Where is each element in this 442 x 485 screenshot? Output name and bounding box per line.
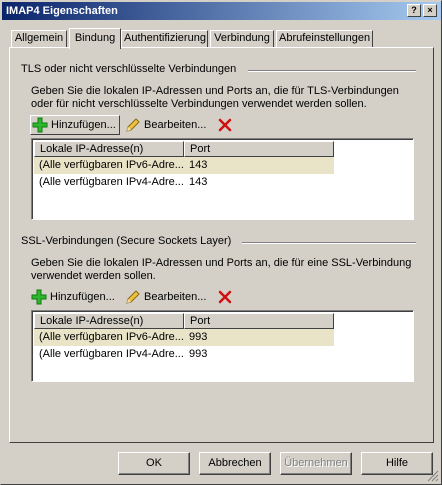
column-header-port[interactable]: Port [184,313,334,329]
tls-delete-button[interactable] [217,115,236,135]
ssl-edit-button[interactable] [125,287,206,307]
ip-cell: (Alle verfügbaren IPv6-Adre... [39,331,184,343]
tab-bindung[interactable]: Bindung [69,28,121,49]
ssl-add-button[interactable] [31,287,115,307]
tab-allgemein[interactable]: Allgemein [11,30,67,47]
ssl-group-divider [242,242,416,244]
port-cell: 143 [189,159,208,171]
tls-description: Geben Sie die lokalen IP-Adressen und Ports an, die für TLS-Verbindungen oder für nicht verschlüsselte Verbindungen verwendet werden sollen. [31,85,399,110]
table-row[interactable] [34,329,334,346]
delete-icon [217,117,233,133]
ssl-binding-list[interactable] [31,310,414,382]
ip-cell: (Alle verfügbaren IPv4-Adre... [39,348,184,360]
tab-abrufeinstellungen[interactable]: Abrufeinstellungen [276,30,373,47]
ssl-group-heading: SSL-Verbindungen (Secure Sockets Layer) [21,235,232,247]
title-bar[interactable] [2,2,441,20]
cancel-button[interactable]: Abbrechen [199,452,271,475]
ssl-add-label: Hinzufügen... [50,291,115,303]
help-button[interactable]: Hilfe [361,452,433,475]
add-icon [31,289,47,305]
ssl-edit-label: Bearbeiten... [144,291,207,303]
ip-cell: (Alle verfügbaren IPv4-Adre... [39,176,184,188]
column-header-ip[interactable]: Lokale IP-Adresse(n) [34,313,184,329]
ssl-list-header [34,313,334,329]
tab-authentifizierung[interactable]: Authentifizierung [121,30,208,47]
port-cell: 993 [189,348,208,360]
help-title-button[interactable]: ? [407,4,421,17]
ip-cell: (Alle verfügbaren IPv6-Adre... [39,159,184,171]
pencil-icon [125,289,141,305]
ssl-description: Geben Sie die lokalen IP-Adressen und Ports an, die für eine SSL-Verbindung verwendet werden sollen. [31,257,412,282]
add-icon [32,117,48,133]
column-header-ip[interactable]: Lokale IP-Adresse(n) [34,141,184,157]
tls-edit-label: Bearbeiten... [144,119,207,131]
delete-icon [217,289,233,305]
tab-verbindung[interactable]: Verbindung [210,30,274,47]
ssl-delete-button[interactable] [217,287,236,307]
port-cell: 143 [189,176,208,188]
tls-add-button[interactable] [30,115,120,135]
tls-add-label: Hinzufügen... [51,119,116,131]
table-row[interactable] [34,346,334,363]
pencil-icon [125,117,141,133]
tls-group-divider [248,70,416,72]
window-title: IMAP4 Eigenschaften [6,5,118,17]
tls-binding-list[interactable] [31,138,414,220]
apply-button[interactable]: Übernehmen [280,452,352,475]
table-row[interactable] [34,174,334,191]
tls-list-header [34,141,334,157]
close-button[interactable]: × [423,4,437,17]
column-header-port[interactable]: Port [184,141,334,157]
tls-edit-button[interactable] [125,115,206,135]
ok-button[interactable]: OK [118,452,190,475]
tls-group-heading: TLS oder nicht verschlüsselte Verbindungen [21,63,237,75]
port-cell: 993 [189,331,208,343]
table-row[interactable] [34,157,334,174]
resize-grip-icon[interactable] [427,470,439,482]
